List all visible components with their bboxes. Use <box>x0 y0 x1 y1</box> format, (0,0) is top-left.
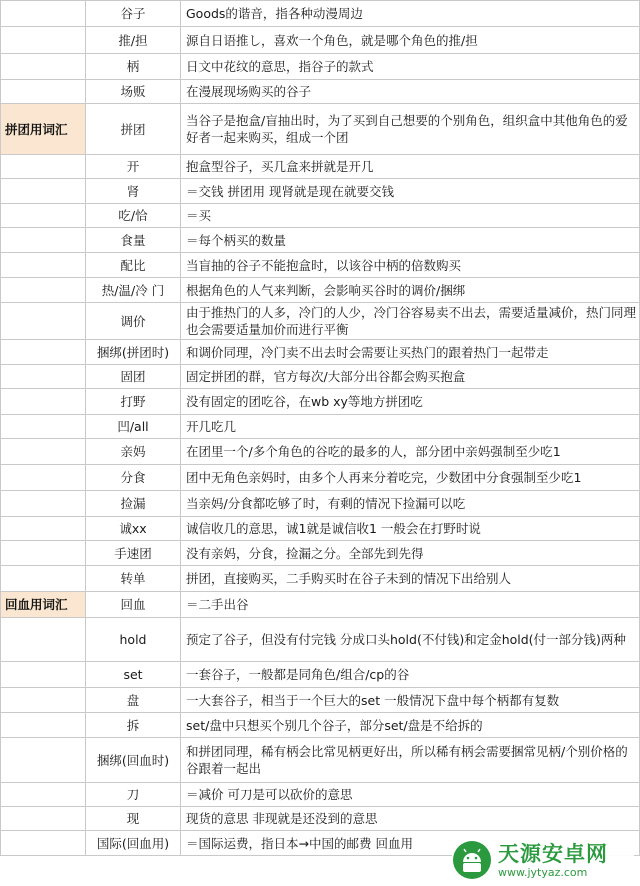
table-row <box>1 80 640 104</box>
definition-cell: 诚信收几的意思，诚1就是诚信收1 一般会在打野时说 <box>181 517 640 541</box>
definition-cell: 团中无角色亲妈时，由多个人再来分着吃完，少数团中分食强制至少吃1 <box>181 465 640 491</box>
category-cell <box>1 807 86 831</box>
definition-cell: 日文中花纹的意思，指谷子的款式 <box>181 54 640 80</box>
definition-cell: 抱盒型谷子，买几盒来拼就是开几 <box>181 155 640 179</box>
definition-cell: ＝国际运费，指日本→中国的邮费 回血用 <box>181 831 640 856</box>
category-cell <box>1 415 86 439</box>
term-cell: 现 <box>86 807 181 831</box>
table-row <box>1 303 640 340</box>
definition-cell: ＝减价 可刀是可以砍价的意思 <box>181 783 640 807</box>
category-cell <box>1 389 86 415</box>
definition-cell: 没有固定的团吃谷，在wb xy等地方拼团吃 <box>181 389 640 415</box>
term-cell: 柄 <box>86 54 181 80</box>
definition-cell: 当谷子是抱盒/盲抽出时，为了买到自己想要的个别角色，组织盒中其他角色的爱好者一起来购买，组成一个团 <box>181 104 640 155</box>
category-cell <box>1 340 86 365</box>
category-cell <box>1 738 86 783</box>
table-row <box>1 27 640 54</box>
term-cell: hold <box>86 618 181 662</box>
definition-cell: 拼团，直接购买，二手购买时在谷子未到的情况下出给别人 <box>181 566 640 592</box>
definition-cell: ＝二手出谷 <box>181 592 640 618</box>
definition-cell: 当盲抽的谷子不能抱盒时，以该谷中柄的倍数购买 <box>181 253 640 278</box>
category-cell <box>1 1 86 27</box>
term-cell: 分食 <box>86 465 181 491</box>
table-row <box>1 618 640 662</box>
table-row <box>1 340 640 365</box>
term-cell: 推/担 <box>86 27 181 54</box>
definition-cell: 在漫展现场购买的谷子 <box>181 80 640 104</box>
term-cell: 热/温/冷 门 <box>86 278 181 303</box>
term-cell: 转单 <box>86 566 181 592</box>
term-cell: 国际(回血用) <box>86 831 181 856</box>
term-cell: 亲妈 <box>86 439 181 465</box>
table-row <box>1 738 640 783</box>
term-cell: 拆 <box>86 713 181 738</box>
term-cell: 配比 <box>86 253 181 278</box>
definition-cell: 当亲妈/分食都吃够了时，有剩的情况下捡漏可以吃 <box>181 491 640 517</box>
category-cell <box>1 439 86 465</box>
category-cell <box>1 618 86 662</box>
category-cell: 拼团用词汇 <box>1 104 86 155</box>
table-row <box>1 439 640 465</box>
category-cell <box>1 155 86 179</box>
definition-cell: 一大套谷子，相当于一个巨大的set 一般情况下盘中每个柄都有复数 <box>181 688 640 713</box>
watermark <box>452 838 634 882</box>
glossary-body <box>1 1 640 856</box>
table-row <box>1 783 640 807</box>
category-cell: 回血用词汇 <box>1 592 86 618</box>
table-row <box>1 592 640 618</box>
table-row <box>1 104 640 155</box>
definition-cell: ＝买 <box>181 204 640 228</box>
definition-cell: ＝每个柄买的数量 <box>181 228 640 253</box>
category-cell <box>1 228 86 253</box>
term-cell: 打野 <box>86 389 181 415</box>
term-cell: 食量 <box>86 228 181 253</box>
table-row <box>1 365 640 389</box>
table-row <box>1 415 640 439</box>
category-cell <box>1 491 86 517</box>
term-cell: set <box>86 662 181 688</box>
category-cell <box>1 27 86 54</box>
category-cell <box>1 517 86 541</box>
category-cell <box>1 278 86 303</box>
term-cell: 盘 <box>86 688 181 713</box>
category-cell <box>1 365 86 389</box>
definition-cell: 根据角色的人气来判断，会影响买谷时的调价/捆绑 <box>181 278 640 303</box>
category-cell <box>1 541 86 566</box>
term-cell: 捆绑(回血时) <box>86 738 181 783</box>
definition-cell: 现货的意思 非现就是还没到的意思 <box>181 807 640 831</box>
definition-cell: 和拼团同理，稀有柄会比常见柄更好出，所以稀有柄会需要捆常见柄/个别价格的谷跟着一起出 <box>181 738 640 783</box>
term-cell: 回血 <box>86 592 181 618</box>
term-cell: 场贩 <box>86 80 181 104</box>
table-row <box>1 688 640 713</box>
definition-cell: 开几吃几 <box>181 415 640 439</box>
definition-cell: ＝交钱 拼团用 现肾就是现在就要交钱 <box>181 179 640 204</box>
term-cell: 肾 <box>86 179 181 204</box>
table-row <box>1 278 640 303</box>
category-cell <box>1 713 86 738</box>
watermark-name: 天源安卓网 <box>498 841 608 866</box>
term-cell: 捡漏 <box>86 491 181 517</box>
term-cell: 调价 <box>86 303 181 340</box>
term-cell: 诚xx <box>86 517 181 541</box>
term-cell: 开 <box>86 155 181 179</box>
table-row <box>1 517 640 541</box>
definition-cell: 固定拼团的群，官方每次/大部分出谷都会购买抱盒 <box>181 365 640 389</box>
term-cell: 拼团 <box>86 104 181 155</box>
definition-cell: 由于推热门的人多，冷门的人少，冷门谷容易卖不出去，需要适量减价，热门同理也会需要适量加价而进行平衡 <box>181 303 640 340</box>
category-cell <box>1 303 86 340</box>
table-row <box>1 155 640 179</box>
table-row <box>1 54 640 80</box>
category-cell <box>1 80 86 104</box>
table-row <box>1 713 640 738</box>
term-cell: 凹/all <box>86 415 181 439</box>
table-row <box>1 491 640 517</box>
category-cell <box>1 662 86 688</box>
category-cell <box>1 783 86 807</box>
table-row <box>1 179 640 204</box>
category-cell <box>1 253 86 278</box>
definition-cell: 一套谷子，一般都是同角色/组合/cp的谷 <box>181 662 640 688</box>
definition-cell: Goods的谐音，指各种动漫周边 <box>181 1 640 27</box>
table-row <box>1 228 640 253</box>
table-row <box>1 541 640 566</box>
table-row <box>1 389 640 415</box>
category-cell <box>1 566 86 592</box>
term-cell: 刀 <box>86 783 181 807</box>
term-cell: 捆绑(拼团时) <box>86 340 181 365</box>
table-row <box>1 1 640 27</box>
table-row <box>1 465 640 491</box>
category-cell <box>1 204 86 228</box>
category-cell <box>1 831 86 856</box>
category-cell <box>1 54 86 80</box>
table-row <box>1 807 640 831</box>
table-row <box>1 204 640 228</box>
table-row <box>1 662 640 688</box>
definition-cell: 没有亲妈，分食，捡漏之分。全部先到先得 <box>181 541 640 566</box>
watermark-url: www.jytyaz.com <box>498 865 588 879</box>
definition-cell: 源自日语推し，喜欢一个角色，就是哪个角色的推/担 <box>181 27 640 54</box>
category-cell <box>1 688 86 713</box>
android-logo-icon <box>452 840 492 880</box>
definition-cell: 和调价同理，冷门卖不出去时会需要让买热门的跟着热门一起带走 <box>181 340 640 365</box>
definition-cell: 预定了谷子，但没有付完钱 分成口头hold(不付钱)和定金hold(付一部分钱)两种 <box>181 618 640 662</box>
term-cell: 手速团 <box>86 541 181 566</box>
table-row <box>1 253 640 278</box>
term-cell: 吃/恰 <box>86 204 181 228</box>
term-cell: 谷子 <box>86 1 181 27</box>
table-row <box>1 566 640 592</box>
category-cell <box>1 179 86 204</box>
term-cell: 固团 <box>86 365 181 389</box>
definition-cell: set/盘中只想买个别几个谷子，部分set/盘是不给拆的 <box>181 713 640 738</box>
definition-cell: 在团里一个/多个角色的谷吃的最多的人，部分团中亲妈强制至少吃1 <box>181 439 640 465</box>
category-cell <box>1 465 86 491</box>
